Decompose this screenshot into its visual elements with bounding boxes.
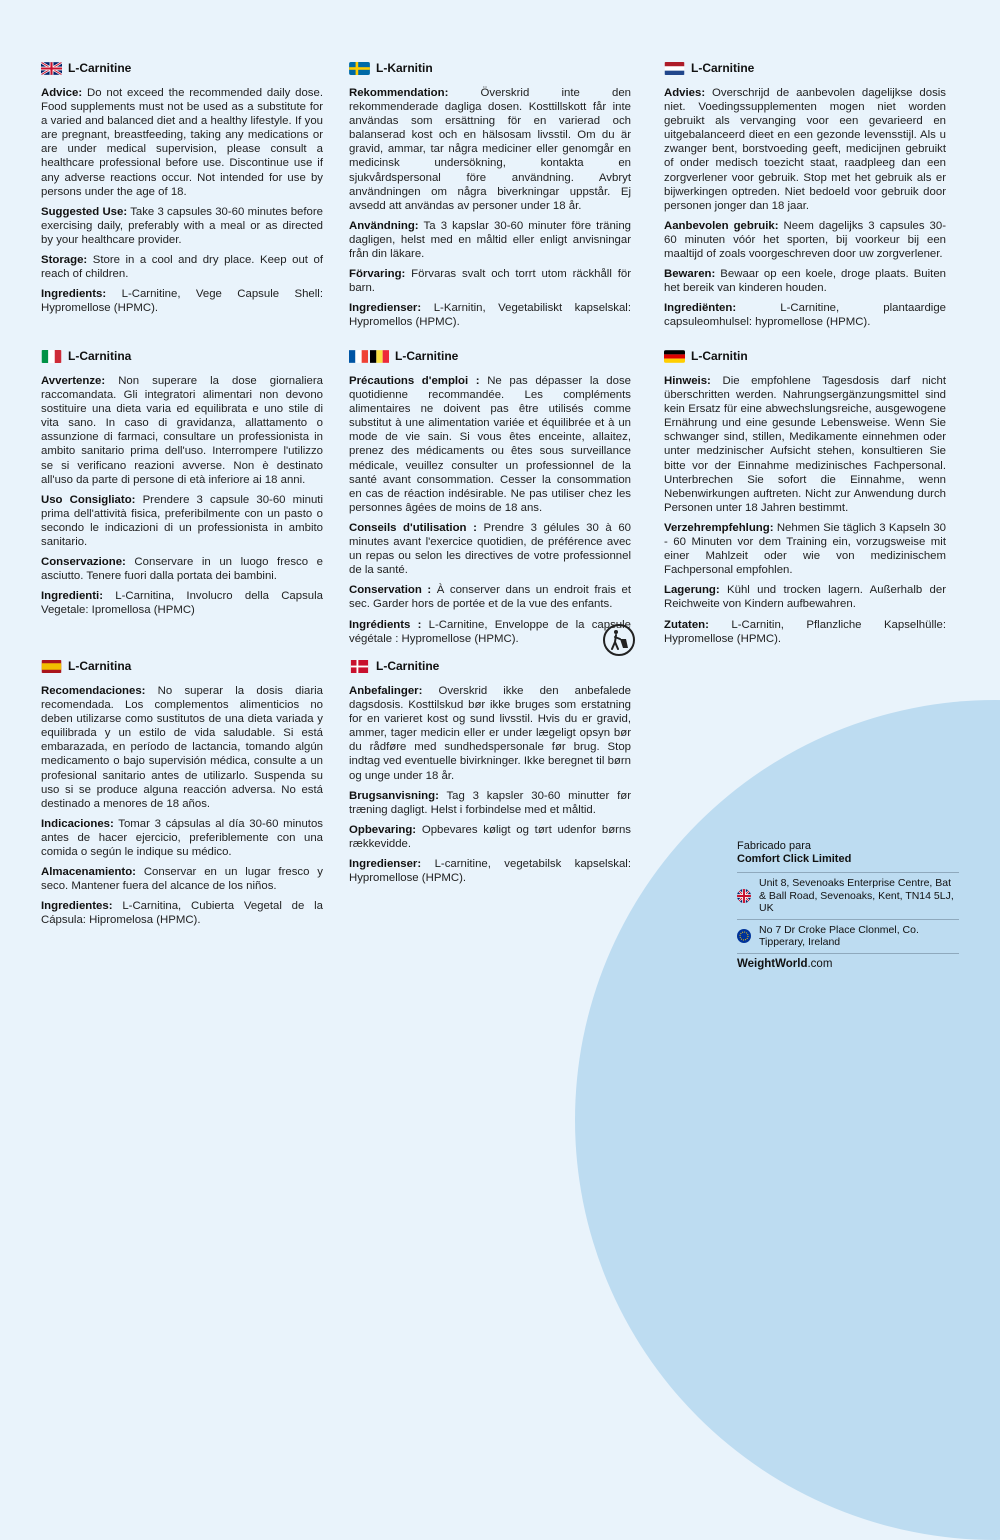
germany-flag-icon xyxy=(664,350,685,363)
advice-paragraph: Précautions d'emploi : Ne pas dépasser la dose quotidienne recommandée. Les compléments alimentaires ne doivent pas être utilisés comme substitut à une alimentation variée et équilibrée et à un mode de vie sain. Si vous êtes enceinte, allaitez, prenez des médicaments ou êtes sous surveillance médicale, veuillez consulter un professionnel de la santé avant consommation. Cesser la consommation en cas de réaction indésirable. Ne pas utiliser chez les personnes âgées de moins de 18 ans. xyxy=(349,375,631,514)
brand-website: WeightWorld.com xyxy=(737,953,959,971)
usage-paragraph: Verzehrempfehlung: Nehmen Sie täglich 3 Kapseln 30 - 60 Minuten vor dem Training ein, vorzugsweise mit einer Mahlzeit oder wie von medizinischem Fachpersonal empfohlen. xyxy=(664,521,947,577)
uk-flag-icon xyxy=(41,62,62,75)
section-title: L-Carnitine xyxy=(395,348,459,363)
section-header xyxy=(664,348,946,364)
section-header xyxy=(349,60,631,76)
section-header xyxy=(41,348,323,364)
storage-paragraph: Opbevaring: Opbevares køligt og tørt udenfor børns rækkevidde. xyxy=(349,823,631,850)
section-danish xyxy=(349,658,631,891)
section-header xyxy=(349,658,631,674)
ingredients-paragraph: Ingredienti: L-Carnitina, Involucro della Capsula Vegetale: Ipromellosa (HPMC) xyxy=(41,590,323,617)
storage-paragraph: Förvaring: Förvaras svalt och torrt utom räckhåll för barn. xyxy=(349,268,631,295)
section-title: L-Carnitine xyxy=(68,60,132,75)
section-italian xyxy=(41,348,323,624)
section-spanish xyxy=(41,658,323,934)
advice-paragraph: Advies: Overschrijd de aanbevolen dagelijkse dosis niet. Voedingssupplementen mogen niet worden gebruikt als vervanging voor een gevarieerd en uitgebalanceerd dieet en een gezonde levensstijl. Als u zwanger bent, borstvoeding geeft, medicijnen gebruikt of onder medisch toezicht staat, raadpleeg dan een zorgverlener voor gebruik. Stop met het gebruik als er bijwerkingen optreden. Niet bedoeld voor gebruik door personen jonger dan 18 jaar. xyxy=(664,87,946,212)
uk-flag-icon xyxy=(737,889,751,903)
section-dutch xyxy=(664,60,946,336)
usage-paragraph: Conseils d'utilisation : Prendre 3 gélules 30 à 60 minutes avant l'exercice quotidien, de préférence avec un repas ou selon les directives de votre professionnel de la santé. xyxy=(349,521,632,577)
section-title: L-Carnitine xyxy=(691,60,755,75)
section-header xyxy=(349,348,631,364)
storage-paragraph: Lagerung: Kühl und trocken lagern. Außerhalb der Reichweite von Kindern aufbewahren. xyxy=(664,584,946,611)
ingredients-paragraph: Ingrediënten: L-Carnitine, plantaardige capsuleomhulsel: hypromellose (HPMC). xyxy=(664,302,946,329)
netherlands-flag-icon xyxy=(664,62,685,75)
background-circle xyxy=(575,700,1000,1540)
section-header xyxy=(41,658,323,674)
ingredients-paragraph: Ingredientes: L-Carnitina, Cubierta Vegetal de la Cápsula: Hipromelosa (HPMC). xyxy=(41,900,323,927)
eu-flag-icon xyxy=(737,929,751,943)
section-english xyxy=(41,60,323,321)
advice-paragraph: Rekommendation: Överskrid inte den rekommenderade dagliga dosen. Kosttillskott får inte användas som ersättning för en varierad och balanserad kost och en hälsosam livsstil. Om du är gravid, ammar, tar några mediciner eller genomgår en medicinsk undersökning, kontakta en sjukvårdspersonal före användning. Avbryt användningen om några biverkningar uppstår. Ej avsedd att användas av personer under 18 år. xyxy=(349,87,631,212)
section-title: L-Carnitine xyxy=(376,658,440,673)
usage-paragraph: Indicaciones: Tomar 3 cápsulas al día 30-60 minutos antes de hacer ejercicio, preferiblemente con una comida o según le indique su médico. xyxy=(41,817,323,859)
ingredients-paragraph: Ingredients: L-Carnitine, Vege Capsule Shell: Hypromellose (HPMC). xyxy=(41,288,323,315)
storage-paragraph: Conservazione: Conservare in un luogo fresco e asciutto. Tenere fuori dalla portata dei bambini. xyxy=(41,556,323,583)
usage-paragraph: Brugsanvisning: Tag 3 kapsler 30-60 minutter før træning dagligt. Helst i forbindelse med et måltid. xyxy=(349,789,632,816)
section-swedish xyxy=(349,60,631,336)
storage-paragraph: Conservation : À conserver dans un endroit frais et sec. Garder hors de portée et de la vue des enfants. xyxy=(349,584,631,611)
usage-paragraph: Uso Consigliato: Prendere 3 capsule 30-60 minuti prima dell'attività fisica, preferibilmente con un pasto o secondo le indicazioni di un professionista in ambito sanitario. xyxy=(41,493,324,549)
section-header xyxy=(41,60,323,76)
ingredients-paragraph: Zutaten: L-Carnitin, Pflanzliche Kapselhülle: Hypromellose (HPMC). xyxy=(664,618,947,645)
section-title: L-Karnitin xyxy=(376,60,433,75)
storage-paragraph: Bewaren: Bewaar op een koele, droge plaats. Buiten het bereik van kinderen houden. xyxy=(664,268,947,295)
section-title: L-Carnitin xyxy=(691,348,748,363)
usage-paragraph: Användning: Ta 3 kapslar 30-60 minuter före träning dagligen, helst med en måltid eller enligt anvisningar från din läkare. xyxy=(349,219,631,261)
address-uk-text: Unit 8, Sevenoaks Enterprise Centre, Bat & Ball Road, Sevenoaks, Kent, TN14 5LJ, UK xyxy=(759,877,954,914)
section-german xyxy=(664,348,946,652)
address-ireland xyxy=(737,919,959,953)
section-header xyxy=(664,60,946,76)
ingredients-paragraph: Ingredienser: L-Karnitin, Vegetabiliskt kapselskal: Hypromellos (HPMC). xyxy=(349,302,632,329)
section-french xyxy=(349,348,631,652)
italy-flag-icon xyxy=(41,350,62,363)
made-for-label: Fabricado para xyxy=(737,840,811,852)
recycling-person-icon xyxy=(603,624,635,656)
section-title: L-Carnitina xyxy=(68,658,132,673)
belgium-flag-icon xyxy=(370,350,389,363)
france-belgium-flags xyxy=(349,350,389,363)
advice-paragraph: Recomendaciones: No superar la dosis diaria recomendada. Los complementos alimenticios no deben utilizarse como sustitutos de una dieta variada y equilibrada y un estilo de vida saludable. Si está embarazada, en período de lactancia, tomando algún medicamento o bajo supervisión médica, consulte a un profesional sanitario antes de utilizarlo. Suspenda su uso si se produce alguna reacción adversa. No está destinado a menores de 18 años. xyxy=(41,685,323,810)
company-name: Comfort Click Limited xyxy=(737,853,852,865)
storage-paragraph: Storage: Store in a cool and dry place. Keep out of reach of children. xyxy=(41,254,323,281)
sweden-flag-icon xyxy=(349,62,370,75)
advice-paragraph: Anbefalinger: Overskrid ikke den anbefalede dagsdosis. Kosttilskud bør ikke bruges som erstatning for en varieret kost og sund livsstil. Hvis du er gravid, ammer, tager medicin eller er under lægeligt opsyn bør du rådføre med sundhedspersonale før brug. Stop indtag ved eventuelle bivirkninger. Ikke beregnet til børn og unge under 18 år. xyxy=(349,685,631,782)
usage-paragraph: Aanbevolen gebruik: Neem dagelijks 3 capsules 30-60 minuten vóór het sporten, bij voorkeur bij een maaltijd of zoals voorgeschreven door uw zorgverlener. xyxy=(664,219,946,261)
address-ireland-text: No 7 Dr Croke Place Clonmel, Co. Tipperary, Ireland xyxy=(759,923,919,948)
denmark-flag-icon xyxy=(349,660,370,673)
usage-paragraph: Suggested Use: Take 3 capsules 30-60 minutes before exercising daily, preferably with a meal or as directed by your healthcare provider. xyxy=(41,205,323,246)
ingredients-paragraph: Ingrédients : L-Carnitine, Enveloppe de la capsule végétale : Hypromellose (HPMC). xyxy=(349,618,631,645)
advice-paragraph: Advice: Do not exceed the recommended daily dose. Food supplements must not be used as a substitute for a varied and balanced diet and a healthy lifestyle. If you are pregnant, breastfeeding, taking any medications or are under medical supervision, please consult a healthcare professional before use. Discontinue use if any adverse reactions occur. Not intended for use by persons under the age of 18. xyxy=(41,87,323,198)
storage-paragraph: Almacenamiento: Conservar en un lugar fresco y seco. Mantener fuera del alcance de los niños. xyxy=(41,866,323,893)
ingredients-paragraph: Ingredienser: L-carnitine, vegetabilsk kapselskal: Hypromellose (HPMC). xyxy=(349,858,631,885)
section-title: L-Carnitina xyxy=(68,348,132,363)
advice-paragraph: Hinweis: Die empfohlene Tagesdosis darf nicht überschritten werden. Nahrungsergänzungsmittel sind kein Ersatz für eine abwechslungsreiche, ausgewogene Ernährung und eine gesunde Lebensweise. Wenn Sie schwanger sind, stillen, Medikamente einnehmen oder unter medzinischer Aufsicht stehen, konsultieren Sie bitte vor der Einnahme medizinisches Fachpersonal. Unterbrechen Sie sofort die Einnahme, wenn Nebenwirkungen auftreten. Nicht zur Anwendung durch Personen unter 18 Jahren bestimmt. xyxy=(664,375,947,514)
address-uk xyxy=(737,872,959,919)
france-flag-icon xyxy=(349,350,368,363)
advice-paragraph: Avvertenze: Non superare la dose giornaliera raccomandata. Gli integratori alimentari non devono sostituire una dieta varia ed equilibrata e uno stile di vita sano. In caso di gravidanza, allattamento o assunzione di farmaci, consultare un professionista in ambito sanitario prima dell'uso. Interrompere l'utilizzo se si verificano reazioni avverse. Non è destinato all'uso da parte di persone di età inferiore ai 18 anni. xyxy=(41,375,323,486)
manufacturer-info xyxy=(737,840,959,971)
spain-flag-icon xyxy=(41,660,62,673)
